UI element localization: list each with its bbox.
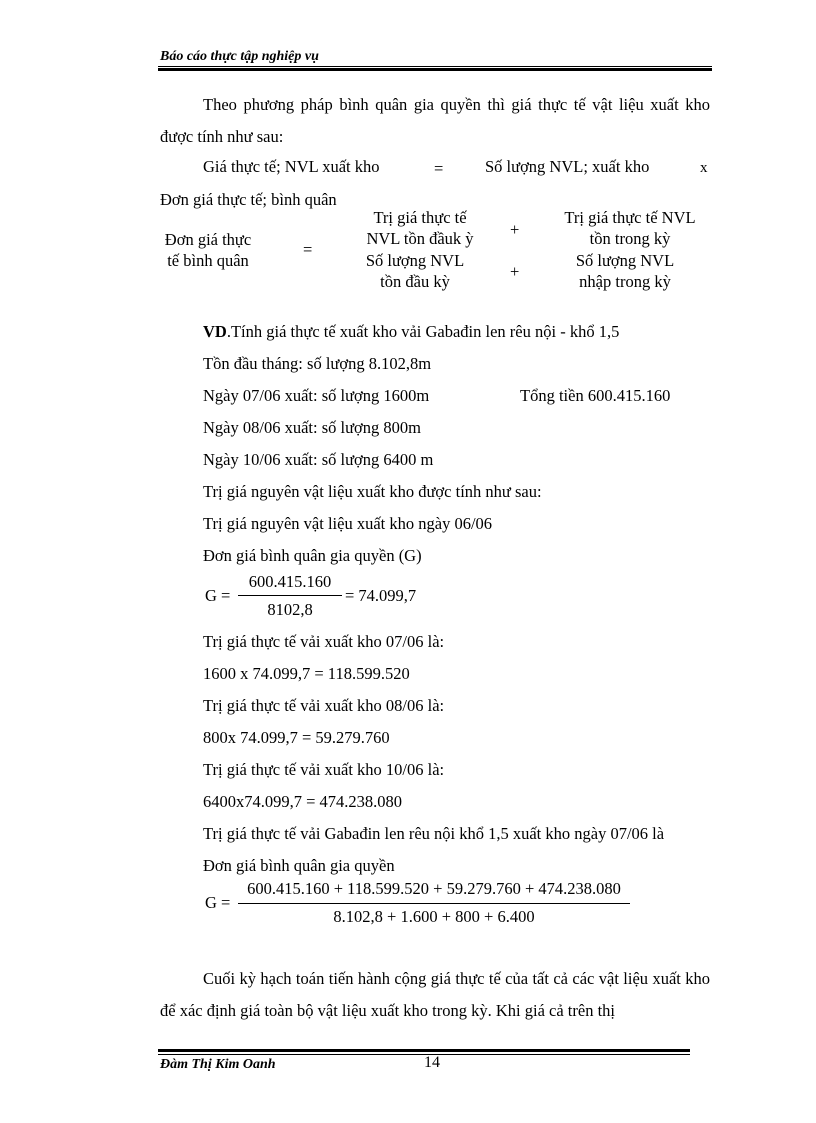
formula2-plus-top: + [510,220,520,239]
example-line: Ngày 08/06 xuất: số lượng 800m [203,418,421,437]
g2-fraction-bar [238,903,630,904]
example-total: Tổng tiền 600.415.160 [520,386,671,405]
example-line: Trị giá nguyên vật liệu xuất kho được tính như sau: [203,482,542,501]
calc-line: 1600 x 74.099,7 = 118.599.520 [203,664,410,683]
calc-line: Đơn giá bình quân gia quyền [203,856,395,875]
calc-line: 6400x74.099,7 = 474.238.080 [203,792,403,811]
formula2-den2-line1: Số lượng NVL [575,251,675,270]
formula2-num2-line2: tồn trong kỳ [589,229,671,248]
formula1-right: Số lượng NVL; xuất kho [485,157,650,176]
example-heading [203,322,619,342]
formula1-equals: = [434,159,444,178]
example-line: Ngày 07/06 xuất: số lượng 1600m [203,386,430,405]
formula1-times: x [700,160,708,176]
formula2-equals: = [303,240,313,259]
calc-line: Trị giá thực tế vải xuất kho 07/06 là: [203,632,445,651]
formula2-den1-line2: tồn đầu kỳ [380,272,450,291]
calc-line: Trị giá thực tế vải xuất kho 10/06 là: [203,760,445,779]
g2-denominator: 8.102,8 + 1.600 + 800 + 6.400 [333,907,535,926]
formula1-left: Giá thực tế; NVL xuất kho [203,157,380,176]
g1-result: = 74.099,7 [345,586,417,605]
g2-lhs: G = [205,893,231,912]
closing-paragraph: Cuối kỳ hạch toán tiến hành cộng giá thực tế của tất cả các vật liệu xuất kho để xác định giá toàn bộ vật liệu xuất kho trong kỳ. Khi giá cả trên thị [160,969,710,1020]
formula2-label-line2: tế bình quân [167,251,249,270]
example-line: Trị giá nguyên vật liệu xuất kho ngày 06/06 [203,514,493,533]
footer-author: Đàm Thị Kim Oanh [160,1057,276,1072]
formula2-plus-bottom: + [510,262,520,281]
formula1-continuation: Đơn giá thực tế; bình quân [160,190,337,209]
intro-paragraph: Theo phương pháp bình quân gia quyền thì giá thực tế vật liệu xuất kho được tính như sau: [160,95,710,146]
g1-denominator: 8102,8 [267,600,313,619]
formula2-den1-line1: Số lượng NVL [365,251,465,270]
formula2-label-line1: Đơn giá thực [164,230,252,249]
g1-fraction-bar [238,595,342,596]
g1-numerator: 600.415.160 [248,572,332,591]
formula2-num2-line1: Trị giá thực tế NVL [564,208,696,227]
calc-line: 800x 74.099,7 = 59.279.760 [203,728,390,747]
report-header-title: Báo cáo thực tập nghiệp vụ [160,49,319,64]
formula2-den2-line2: nhập trong kỳ [579,272,671,291]
g1-lhs: G = [205,586,231,605]
page-number: 14 [424,1054,440,1071]
formula2-num1-line2: NVL tồn đầuk ỳ [366,229,474,248]
calc-line: Trị giá thực tế vải xuất kho 08/06 là: [203,696,445,715]
example-heading-text: .Tính giá thực tế xuất kho vải Gabađin len rêu nội - khổ 1,5 [226,322,620,341]
example-line: Đơn giá bình quân gia quyền (G) [203,546,422,565]
header-rule-thin [158,66,712,67]
example-line: Tồn đầu tháng: số lượng 8.102,8m [203,354,432,373]
calc-line: Trị giá thực tế vải Gabađin len rêu nội khổ 1,5 xuất kho ngày 07/06 là [203,824,665,843]
header-rule-thick [158,68,712,71]
g2-numerator: 600.415.160 + 118.599.520 + 59.279.760 + 474.238.080 [247,879,621,898]
example-heading-vd: VD [203,322,227,341]
formula2-num1-line1: Trị giá thực tế [373,208,467,227]
example-line: Ngày 10/06 xuất: số lượng 6400 m [203,450,434,469]
footer-rule-thick [158,1049,690,1052]
